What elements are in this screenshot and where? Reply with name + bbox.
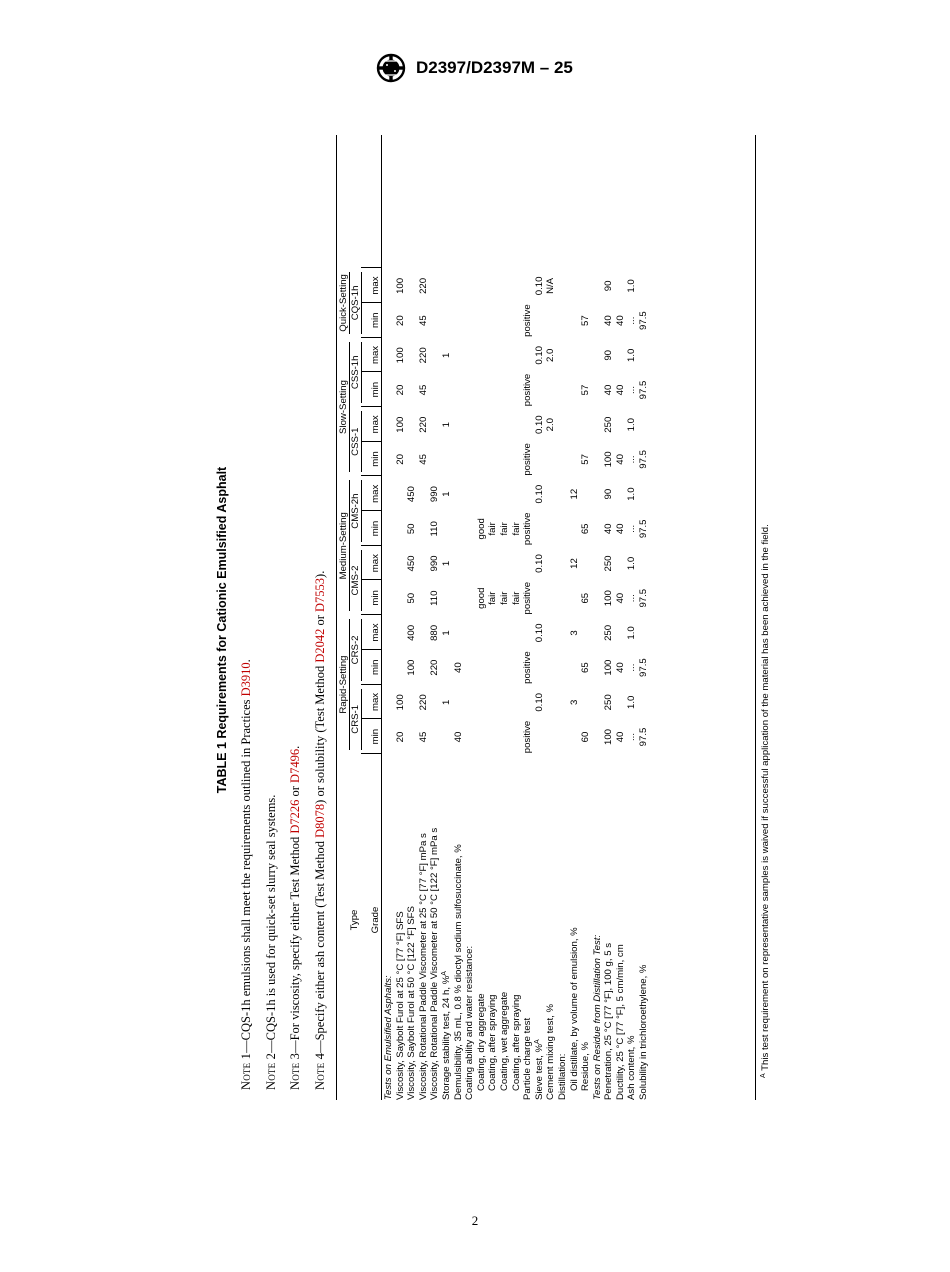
table-cell: 100 (603, 729, 615, 746)
table-cell: 45 (417, 731, 429, 743)
grade-column-header: CMS-2h (350, 493, 361, 529)
table-cell: 450 (406, 555, 418, 572)
table-cell: 100 (394, 416, 406, 433)
table-cell: fair (498, 522, 510, 536)
column-divider (361, 302, 381, 303)
max-header: max (370, 484, 381, 503)
table-cell: 250 (603, 555, 615, 572)
standard-reference-link[interactable]: D7553 (312, 577, 327, 612)
table-cell: positive (522, 443, 534, 476)
table-cell: N/A (545, 277, 557, 294)
table-cell: 20 (394, 731, 406, 743)
table-cell: 40 (603, 523, 615, 535)
table-cell: 880 (429, 624, 441, 641)
table-row (603, 135, 615, 1100)
table-cell: fair (510, 522, 522, 536)
grade-column-header: CRS-2 (350, 635, 361, 665)
table-cell: 40 (614, 454, 626, 465)
table-row (569, 135, 581, 1100)
row-label-text: Residue, % (580, 1041, 592, 1091)
table-cell: 3 (568, 699, 580, 705)
table-cell: 40 (452, 662, 464, 673)
table-cell: positive (522, 512, 534, 546)
table-cell: 1.0 (626, 695, 638, 709)
row-label-text: Distillation: (556, 1053, 568, 1100)
table-cell: fair (487, 591, 499, 605)
table-row (638, 135, 650, 1100)
table-cell: ... (626, 386, 638, 394)
standard-reference-link[interactable]: D2042 (312, 628, 327, 663)
type-header: Type (349, 909, 360, 931)
table-row (487, 135, 499, 1100)
column-divider (361, 510, 381, 511)
table-cell: 57 (580, 384, 592, 396)
table-cell: fair (510, 591, 522, 605)
table-cell: 40 (452, 731, 464, 743)
table-cell: 3 (568, 630, 580, 636)
min-header: min (370, 590, 381, 606)
table-cell: positive (522, 651, 534, 684)
row-label-text: Sieve test, % (533, 1044, 545, 1100)
table-cell: 0.10 (533, 623, 545, 643)
table-row (418, 135, 430, 1100)
row-label-text: Coating, dry aggregate (475, 993, 487, 1091)
table-cell: 90 (603, 280, 615, 292)
row-label (580, 1042, 592, 1091)
table-bottom-rule (755, 135, 756, 1100)
row-label-text: Viscosity, Rotational Paddle Viscometer at 25 °C [77 °F] mPa s (417, 833, 429, 1100)
grade-column-header: CMS-2 (350, 565, 361, 596)
min-header: min (370, 312, 381, 328)
table-cell: 990 (429, 486, 441, 503)
standard-reference-link[interactable]: D8078 (312, 803, 327, 838)
column-divider (361, 684, 381, 685)
row-label-text: Coating, wet aggregate (498, 991, 510, 1091)
group-header: Quick-Setting (338, 274, 349, 332)
table-cell: ... (626, 316, 638, 325)
standard-reference-link[interactable]: D7496 (288, 748, 302, 783)
row-label (592, 935, 604, 1100)
table-cell: 2.0 (545, 348, 557, 362)
column-divider (361, 718, 381, 719)
table-cell: ... (626, 594, 638, 603)
table-cell: 100 (394, 694, 406, 711)
row-label (569, 927, 581, 1091)
note-label: Note 4 (312, 1052, 327, 1090)
note-text: ). (312, 570, 327, 578)
grade-column-header: CSS-1 (350, 427, 361, 456)
table-cell: 97.5 (638, 311, 650, 330)
row-label (487, 994, 499, 1091)
row-label (545, 1004, 557, 1100)
standard-reference-link[interactable]: D7226 (288, 799, 302, 834)
row-label (499, 992, 511, 1091)
note-text: ) or solubility (Test Method (312, 662, 327, 804)
table-cell: fair (487, 522, 499, 536)
note-4 (312, 130, 337, 1090)
table-cell: 1.0 (626, 418, 638, 432)
table-row (441, 135, 453, 1100)
row-label-text: Coating, after spraying (510, 994, 522, 1091)
column-divider (361, 371, 381, 372)
row-label-text: Viscosity, Saybolt Furol at 25 °C [77 °F] SFS (394, 911, 406, 1100)
table-row (395, 135, 407, 1100)
table-cell: 2.0 (545, 418, 557, 432)
table-cell: 1 (440, 560, 452, 567)
note-text: —CQS-1h is used for quick-set slurry seal systems. (263, 794, 278, 1053)
footnote-marker: A (760, 1073, 767, 1078)
row-label-text: Ash content, % (626, 1035, 638, 1100)
standard-reference-link[interactable]: D3910 (239, 662, 253, 697)
table-row (545, 135, 557, 1100)
note-label: Note 1 (239, 1052, 253, 1090)
table-cell: ... (626, 733, 638, 741)
row-label (603, 943, 615, 1100)
grade-column-header: CQS-1h (350, 285, 361, 321)
table-cell: 250 (603, 416, 615, 433)
table-cell: 65 (580, 523, 592, 535)
table-cell: positive (522, 304, 534, 337)
row-label-text: Viscosity, Saybolt Furol at 50 °C [122 °F] SFS (406, 906, 418, 1100)
note-text: or (288, 782, 302, 800)
table-cell: 0.10 (533, 692, 545, 712)
header-rule (361, 480, 362, 541)
table-cell: 1 (440, 630, 452, 636)
table-cell: 1 (440, 699, 452, 705)
table-row (534, 135, 546, 1100)
row-label-text: Particle charge test (522, 1017, 534, 1100)
table-cell: 40 (603, 384, 615, 396)
table-row (406, 135, 418, 1100)
table-cell: 97.5 (638, 727, 650, 747)
table-cell: 110 (429, 590, 441, 606)
note-text: or (312, 611, 327, 629)
table-cell: 1.0 (626, 348, 638, 362)
max-header: max (370, 623, 381, 642)
table-cell: ... (626, 455, 638, 464)
table-cell: 100 (394, 347, 406, 364)
table-cell: 90 (603, 349, 615, 361)
table-cell: 40 (603, 315, 615, 326)
row-label (615, 944, 627, 1100)
table-cell: ... (626, 663, 638, 672)
table-cell: 100 (406, 659, 418, 676)
group-header: Rapid-Setting (338, 655, 349, 714)
min-header: min (370, 451, 381, 467)
table-cell: 250 (603, 624, 615, 641)
notes-list (238, 130, 336, 1090)
table-cell: 1 (440, 491, 452, 497)
table-cell: positive (522, 581, 534, 615)
max-header: max (370, 345, 381, 365)
min-header: min (370, 381, 381, 398)
note-text: —For viscosity, specify either Test Method (288, 833, 302, 1053)
row-label (418, 833, 430, 1100)
header-rule (361, 550, 362, 611)
row-label (534, 1039, 546, 1100)
footnote-ref: A (440, 971, 448, 976)
note-label: Note 3 (288, 1052, 302, 1090)
astm-logo-icon (374, 53, 408, 83)
row-label-text: Demulsibility, 35 mL, 0.8 % dioctyl sodium sulfosuccinate, % (452, 844, 464, 1100)
table-header-rule (381, 135, 382, 1100)
table-cell: 220 (417, 694, 429, 711)
table-cell: 220 (417, 416, 429, 433)
table-row (615, 135, 627, 1100)
table-cell: 60 (580, 731, 592, 743)
note-label: Note 2 (263, 1052, 278, 1090)
grade-column-header: CRS-1 (350, 704, 361, 734)
row-label (511, 994, 523, 1091)
row-label (383, 975, 395, 1100)
table-cell: positive (522, 720, 534, 754)
page-header (374, 52, 634, 84)
max-header: max (370, 692, 381, 712)
column-divider (361, 475, 381, 476)
table-cell: 100 (603, 659, 615, 676)
table-cell: fair (498, 591, 510, 605)
row-label-text: Oil distillate, by volume of emulsion, % (568, 927, 580, 1091)
footnote-text: This test requirement on representative samples is waived if successful application of the material has been achieved in the field. (760, 524, 771, 1071)
max-header: max (370, 554, 381, 573)
table-cell: 0.10 (533, 345, 545, 365)
row-label (395, 911, 407, 1100)
table-cell: 97.5 (638, 658, 650, 677)
column-divider (361, 649, 381, 650)
table-cell: 50 (406, 523, 418, 535)
note-3 (287, 130, 312, 1090)
table-cell: 57 (580, 315, 592, 326)
max-header: max (370, 415, 381, 434)
column-divider (361, 580, 381, 581)
rotated-table-area (205, 130, 771, 1130)
note-text: —CQS-1h emulsions shall meet the requirements outlined in Practices (239, 696, 253, 1053)
table-cell: 100 (394, 277, 406, 294)
table-cell: 45 (417, 384, 429, 396)
table-cell: 45 (417, 315, 429, 326)
column-divider (361, 406, 381, 407)
table-cell: 65 (580, 662, 592, 673)
max-header: max (370, 276, 381, 295)
table-cell: 100 (603, 590, 615, 607)
note-text: . (239, 659, 253, 663)
table-cell: ... (626, 524, 638, 533)
table-cell: 12 (568, 488, 580, 500)
table-row (383, 135, 395, 1100)
table-cell: 20 (394, 315, 406, 326)
row-label (429, 828, 441, 1100)
standard-designation: D2397/D2397M – 25 (416, 58, 573, 77)
table-cell: 400 (406, 624, 418, 641)
table-cell: 50 (406, 592, 418, 604)
min-header: min (370, 659, 381, 675)
table-row (580, 135, 592, 1100)
table-cell: 250 (603, 694, 615, 711)
table-row (557, 135, 569, 1100)
min-header: min (370, 728, 381, 745)
table-row (511, 135, 523, 1100)
table-cell: 1.0 (626, 556, 638, 571)
row-label (638, 965, 650, 1100)
note-text: —Specify either ash content (Test Method (312, 837, 327, 1053)
table-cell: 1 (440, 352, 452, 358)
row-label-text: Cement mixing test, % (545, 1004, 557, 1100)
table-cell: 20 (394, 384, 406, 396)
table-cell: 20 (394, 454, 406, 465)
table-cell: 1.0 (626, 626, 638, 640)
header-rule (361, 411, 362, 472)
column-divider (361, 267, 381, 268)
table-cell: 0.10 (533, 554, 545, 573)
table-cell: 90 (603, 488, 615, 500)
table-cell: 110 (429, 521, 441, 537)
row-label-text: Tests on Emulsified Asphalts: (383, 975, 394, 1100)
table-title: TABLE 1 Requirements for Cationic Emulsified Asphalt (215, 466, 229, 794)
row-label-text: Storage stability test, 24 h, % (440, 975, 452, 1100)
table-cell: 40 (614, 731, 626, 743)
grade-header: Grade (370, 906, 381, 934)
table-cell: 40 (614, 315, 626, 326)
table-cell: 0.10 (533, 484, 545, 504)
table-row (476, 135, 488, 1100)
page-number: 2 (471, 1213, 479, 1228)
table-cell: 97.5 (638, 450, 650, 469)
row-label-text: Solubility in trichloroethylene, % (638, 964, 650, 1100)
table-footnote (760, 524, 771, 1078)
table-cell: 65 (580, 592, 592, 604)
table-top-rule (336, 135, 337, 1100)
table-cell: 40 (614, 523, 626, 535)
row-label (406, 906, 418, 1100)
table-cell: 97.5 (638, 519, 650, 539)
row-label-text: Tests on Residue from Distillation Test: (591, 934, 603, 1100)
table-row (453, 135, 465, 1100)
row-label (464, 946, 476, 1100)
column-divider (361, 614, 381, 615)
table-cell: 220 (417, 277, 429, 294)
row-label-text: Penetration, 25 °C [77 °F], 100 g, 5 s (603, 943, 615, 1100)
table-cell: 40 (614, 662, 626, 673)
table-cell: positive (522, 373, 534, 407)
row-label-text: Coating ability and water resistance: (464, 945, 476, 1100)
column-divider (361, 441, 381, 442)
row-label (522, 1018, 534, 1100)
row-label-text: Viscosity, Rotational Paddle Viscometer at 50 °C [122 °F] mPa s (429, 827, 441, 1100)
table-cell: 220 (429, 659, 441, 676)
table-cell: 0.10 (533, 415, 545, 435)
grade-column-header: CSS-1h (350, 355, 361, 390)
table-row (499, 135, 511, 1100)
table-row (464, 135, 476, 1100)
table-cell: 12 (568, 558, 580, 569)
table-cell: 40 (614, 592, 626, 604)
table-cell: 1 (440, 422, 452, 428)
table-cell: 100 (603, 451, 615, 468)
table-cell: 450 (406, 486, 418, 503)
note-text: . (288, 745, 302, 749)
row-label (557, 1054, 569, 1100)
row-label (476, 993, 488, 1091)
note-2 (263, 130, 288, 1090)
table-cell: 97.5 (638, 588, 650, 608)
row-label-text: Ductility, 25 °C [77 °F], 5 cm/min, cm (614, 944, 626, 1100)
header-rule (361, 619, 362, 680)
table-cell: 1.0 (626, 487, 638, 501)
group-header: Medium-Setting (338, 512, 349, 580)
footnote-ref: A (533, 1039, 541, 1044)
row-label (626, 1035, 638, 1100)
table-cell: 40 (614, 384, 626, 396)
table-body (383, 135, 650, 1100)
column-divider (361, 753, 381, 754)
table-row (429, 135, 441, 1100)
table-row (592, 135, 604, 1100)
row-label (441, 971, 453, 1100)
group-header: Slow-Setting (338, 380, 349, 434)
note-1 (238, 130, 263, 1090)
min-header: min (370, 520, 381, 537)
table-row (522, 135, 534, 1100)
column-divider (361, 545, 381, 546)
table-cell: 57 (580, 454, 592, 465)
row-label-text: Coating, after spraying (487, 994, 499, 1091)
table-cell: 0.10 (533, 276, 545, 296)
table-cell: 220 (417, 347, 429, 364)
table-cell: 45 (417, 454, 429, 465)
table-row (626, 135, 638, 1100)
table-cell: good (475, 518, 487, 540)
table-cell: 97.5 (638, 380, 650, 400)
table-cell: good (475, 587, 487, 609)
table-cell: 990 (429, 555, 441, 572)
column-divider (361, 337, 381, 338)
row-label (453, 844, 465, 1100)
table-cell: 1.0 (626, 279, 638, 293)
header-rule (361, 272, 362, 333)
